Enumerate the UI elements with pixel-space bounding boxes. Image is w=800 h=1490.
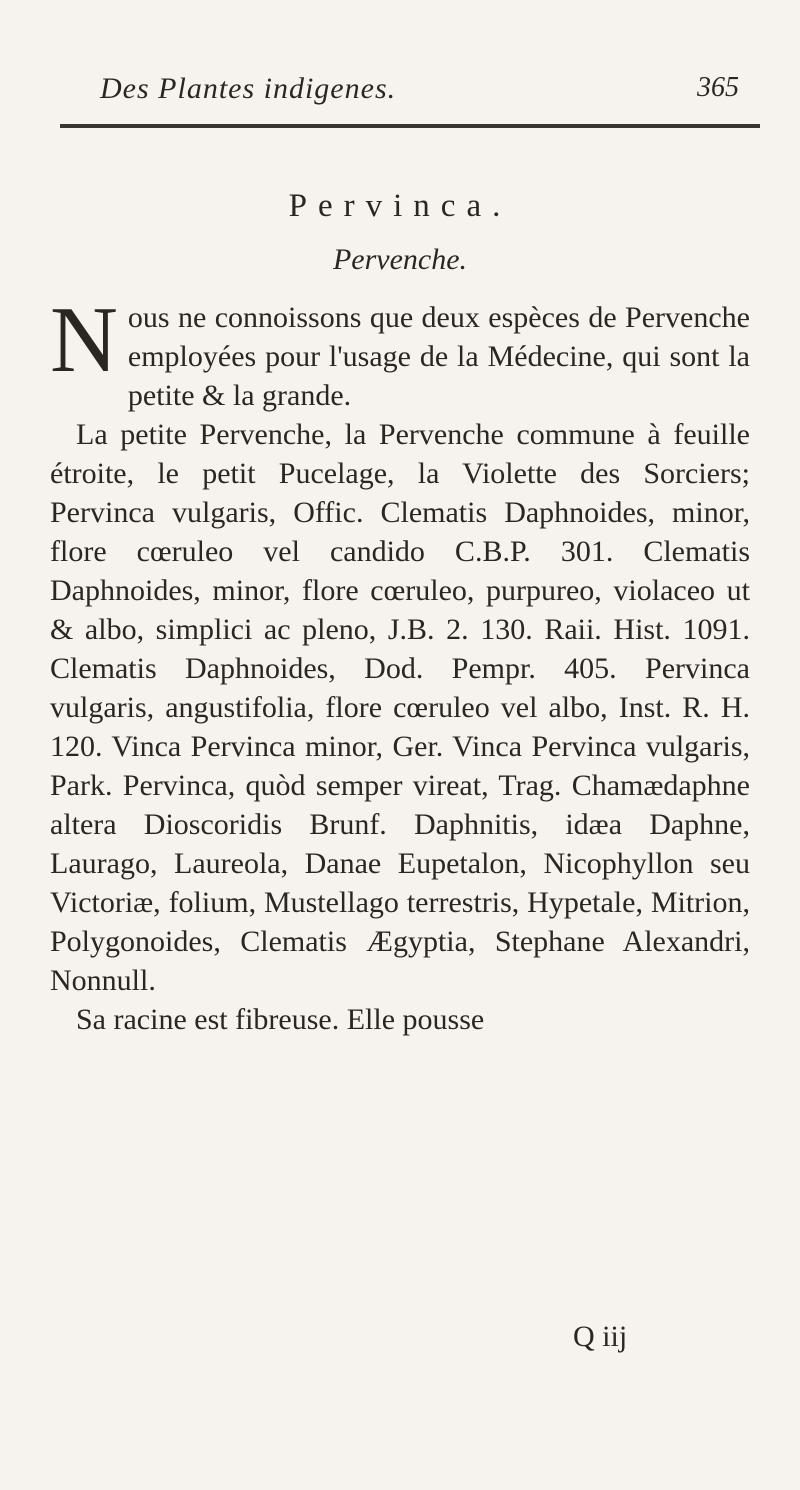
paragraph-1-text: ous ne connoissons que deux espèces de Pervenche employées pour l'usage de la Médecine, qui sont la petite & la grande. [127,301,750,412]
body-text [50,288,750,1039]
running-head: Des Plantes indigenes. [100,72,397,105]
paragraph-2: La petite Pervenche, la Pervenche commune à feuille étroite, le petit Pucelage, la Violette des Sorciers; Pervinca vulgaris, Offic. Clematis Daphnoides, minor, flore cœruleo vel candido C.B.P. 301. Clematis Daphnoides, minor, flore cœruleo, purpureo, violaceo ut & albo, simplici ac pleno, J.B. 2. 130. Raii. Hist. 1091. Clematis Daphnoides, Dod. Pempr. 405. Pervinca vulgaris, angustifolia, flore cœruleo vel albo, Inst. R. H. 120. Vinca Pervinca minor, Ger. Vinca Pervinca vulgaris, Park. Pervinca, quòd semper vireat, Trag. Chamædaphne altera Dioscoridis Brunf. Daphnitis, idæa Daphne, Laurago, Laureola, Danae Eupetalon, Nicophyllon seu Victoriæ, folium, Mustellago terrestris, Hypetale, Mitrion, Polygonoides, Clematis Ægyptia, Stephane Alexandri, Nonnull. [50,418,750,997]
paragraph-1 [50,288,750,415]
section-subtitle: Pervenche. [332,243,468,276]
section-title: Pervinca. [288,188,512,224]
page-number: 365 [697,72,739,103]
paragraph-3: Sa racine est fibreuse. Elle pousse [76,1003,485,1036]
signature-mark: Q iij [573,1320,628,1353]
drop-cap: N [50,288,118,392]
header-rule [60,124,760,128]
